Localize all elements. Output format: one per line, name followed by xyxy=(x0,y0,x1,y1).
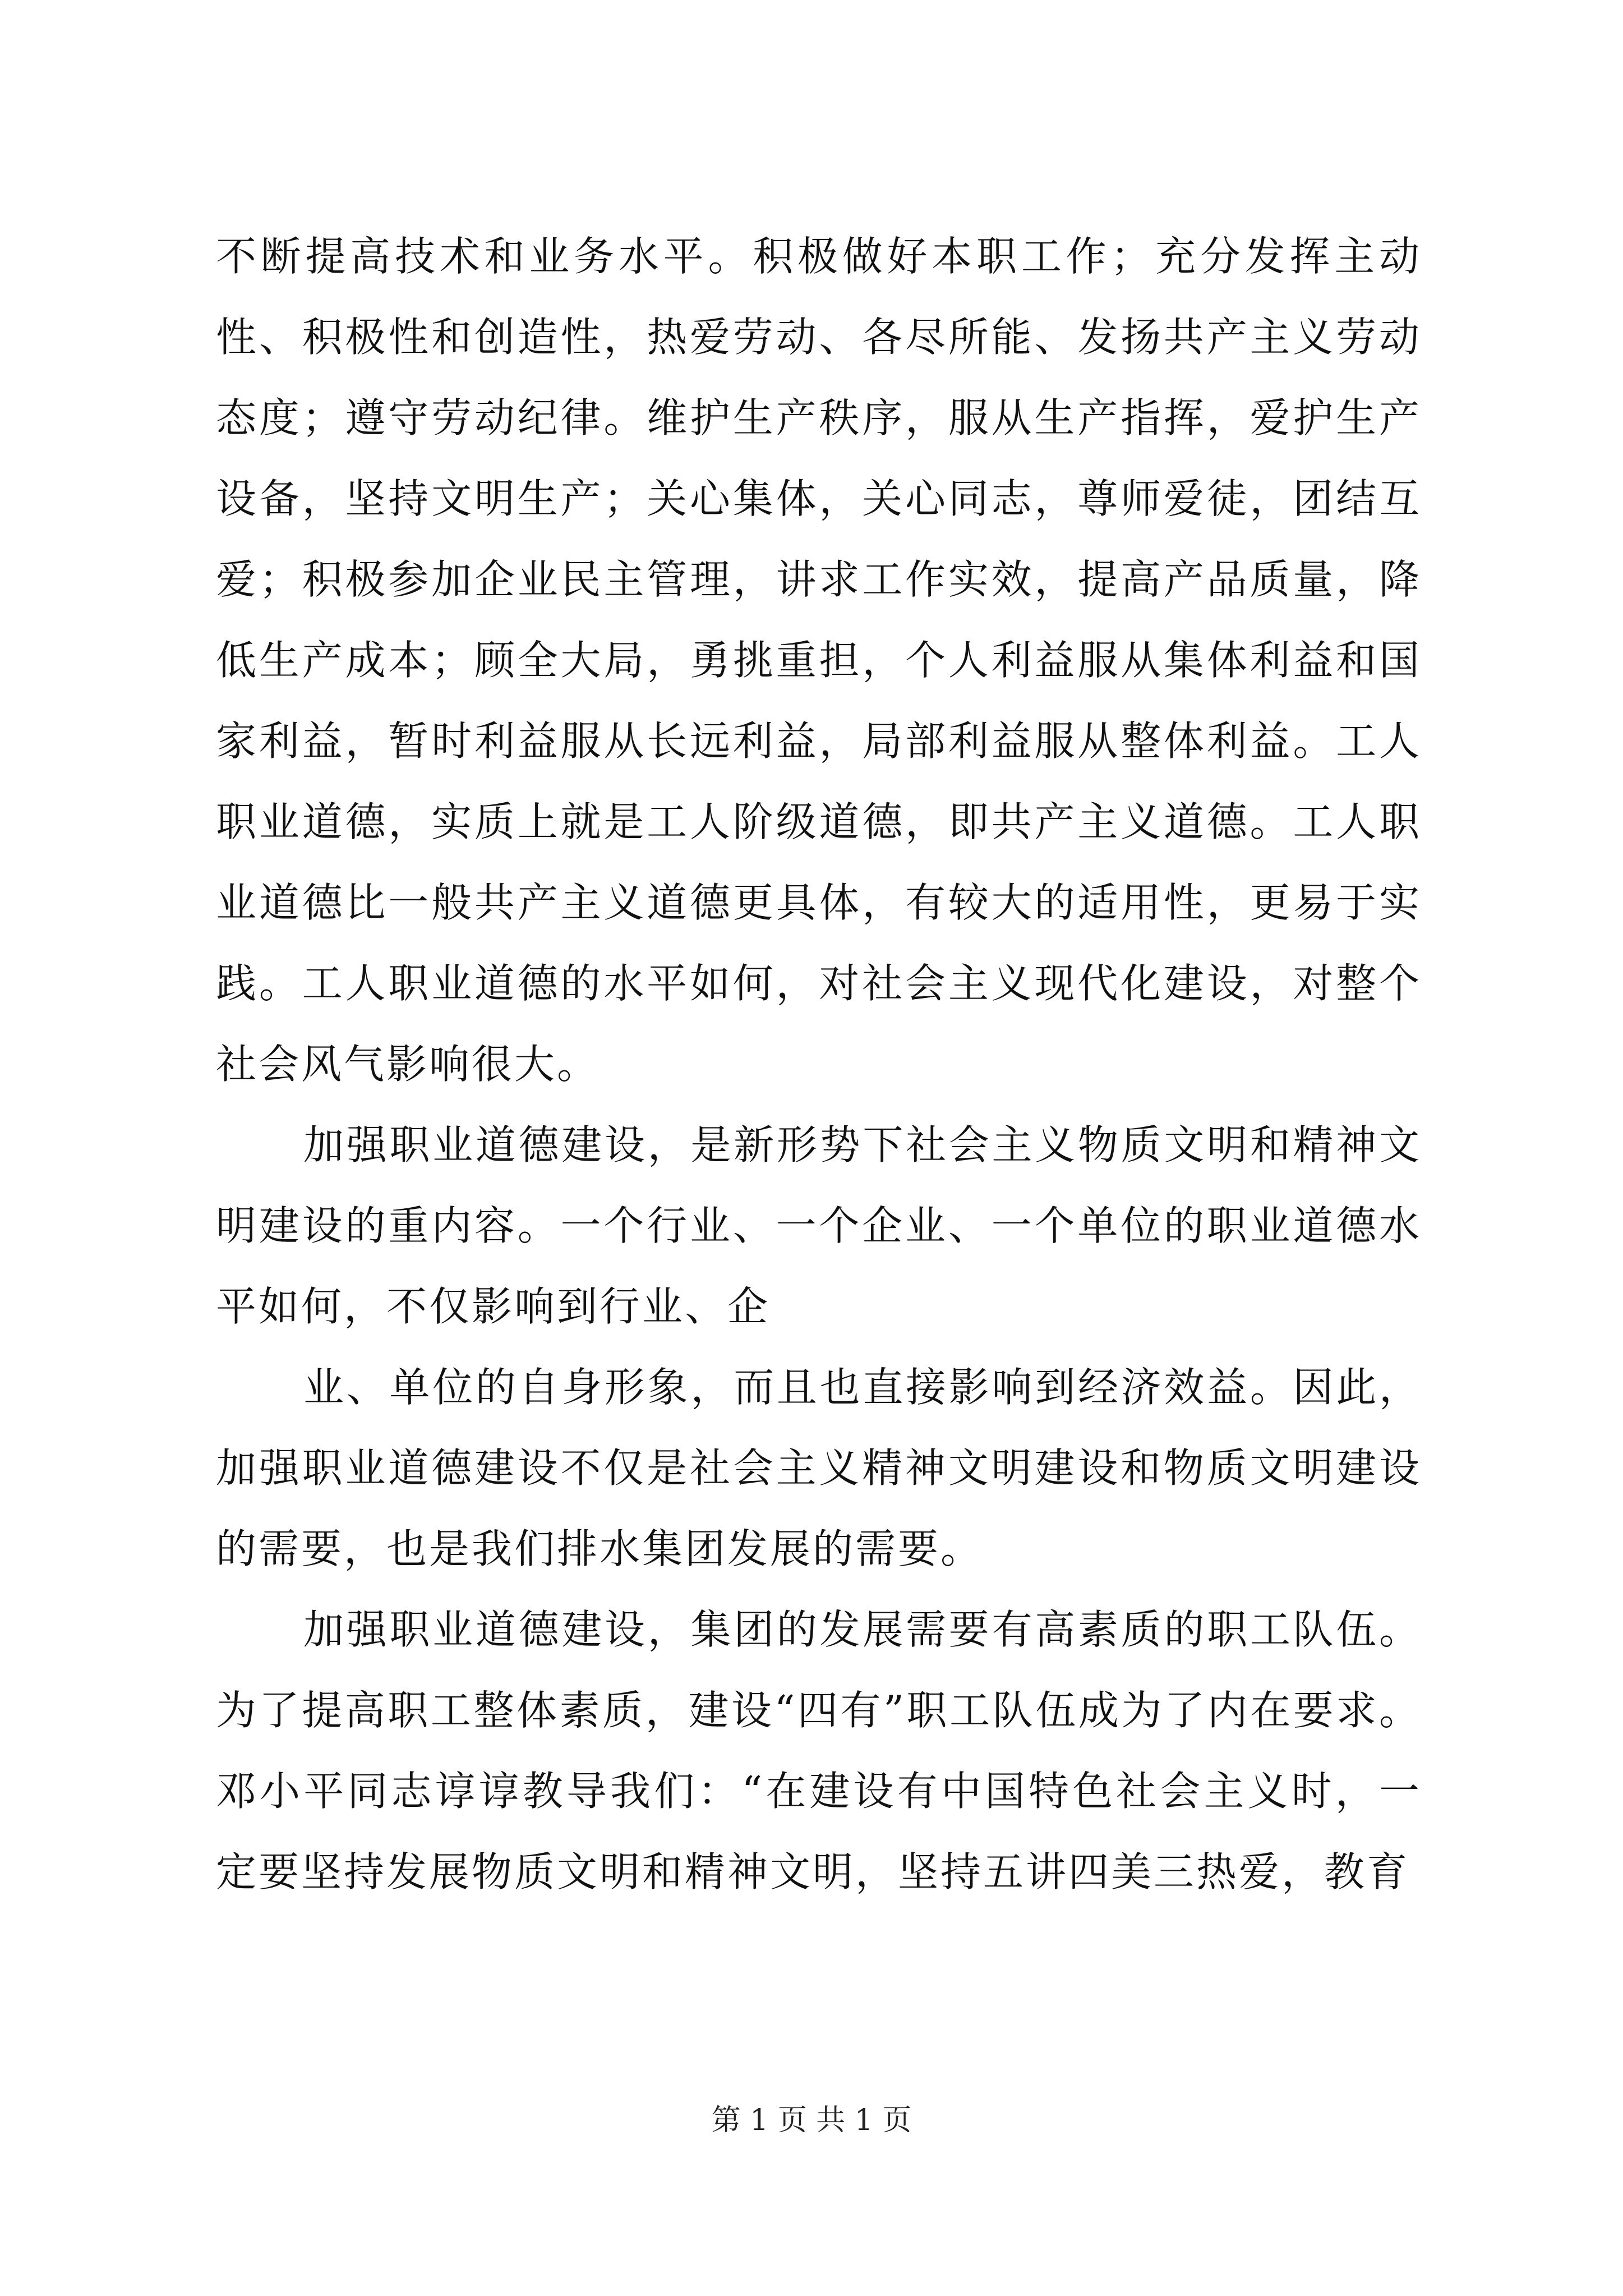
page-footer: 第 1 页 共 1 页 xyxy=(711,2104,912,2137)
document-body xyxy=(216,216,1422,1912)
paragraph-1: 不断提高技术和业务水平。积极做好本职工作；充分发挥主动性、积极性和创造性，热爱劳动、各尽所能、发扬共产主义劳动态度；遵守劳动纪律。维护生产秩序，服从生产指挥，爱护生产设备，坚持文明生产；关心集体，关心同志，尊师爱徒，团结互爱；积极参加企业民主管理，讲求工作实效，提高产品质量，降低生产成本；顾全大局，勇挑重担，个人利益服从集体利益和国家利益，暂时利益服从长远利益，局部利益服从整体利益。工人职业道德，实质上就是工人阶级道德，即共产主义道德。工人职业道德比一般共产主义道德更具体，有较大的适用性，更易于实践。工人职业道德的水平如何，对社会主义现代化建设，对整个社会风气影响很大。 xyxy=(216,233,1422,1088)
paragraph-2: 加强职业道德建设，是新形势下社会主义物质文明和精神文明建设的重内容。一个行业、一个企业、一个单位的职业道德水平如何，不仅影响到行业、企 xyxy=(216,1121,1422,1330)
paragraph-4: 加强职业道德建设，集团的发展需要有高素质的职工队伍。为了提高职工整体素质，建设“四有”职工队伍成为了内在要求。邓小平同志谆谆教导我们：“在建设有中国特色社会主义时，一定要坚持发展物质文明和精神文明，坚持五讲四美三热爱，教育 xyxy=(216,1606,1422,1895)
paragraph-3: 业、单位的自身形象，而且也直接影响到经济效益。因此，加强职业道德建设不仅是社会主义精神文明建设和物质文明建设的需要，也是我们排水集团发展的需要。 xyxy=(216,1364,1422,1572)
